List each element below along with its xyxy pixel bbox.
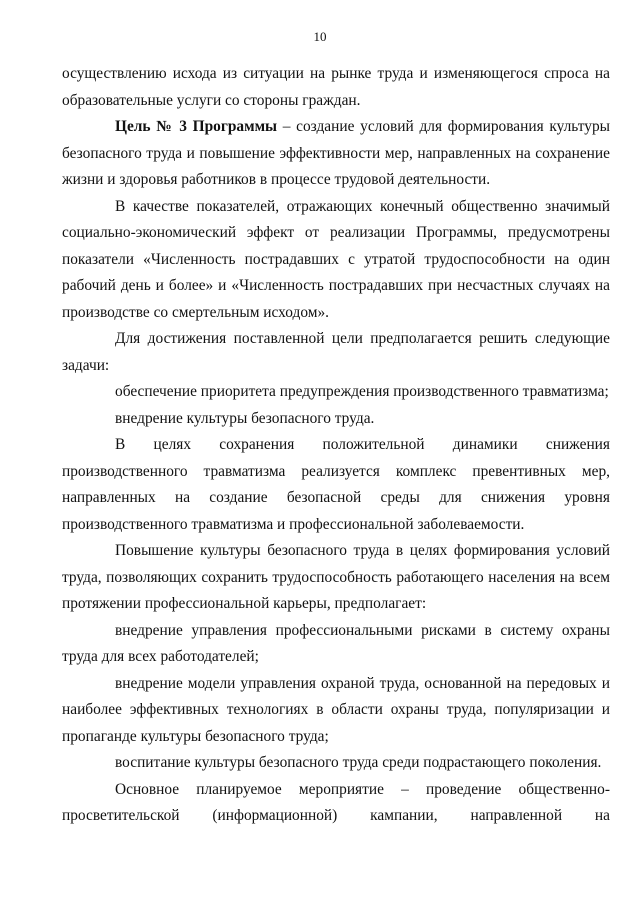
list-item-management-model: внедрение модели управления охраной труда, основанной на передовых и наиболее эффективных технологиях в области охраны труда, популяризации и пропаганде культуры безопасного труда; [62, 674, 610, 745]
paragraph-main-activity: Основное планируемое мероприятие – проведение общественно-просветительской (информационной) кампании, направленной на [62, 780, 610, 824]
list-item-education: воспитание культуры безопасного труда среди подрастающего поколения. [115, 754, 602, 771]
paragraph-continuation: осуществлению исхода из ситуации на рынке труда и изменяющегося спроса на образовательные услуги со стороны граждан. [62, 65, 610, 109]
list-item-risk-management: внедрение управления профессиональными рисками в систему охраны труда для всех работодателей; [62, 621, 610, 665]
task-item-culture: внедрение культуры безопасного труда. [115, 409, 375, 427]
paragraph-preventive-measures: В целях сохранения положительной динамики снижения производственного травматизма реализуется комплекс превентивных мер, направленных на создание безопасной среды для снижения уровня производственного травматизма и профессиональной заболеваемости. [62, 436, 610, 533]
goal-3-heading: Цель № 3 Программы [115, 118, 278, 135]
page-number: 10 [313, 29, 327, 44]
paragraph-safety-culture: Повышение культуры безопасного труда в целях формирования условий труда, позволяющих сохранить трудоспособность работающего населения на всем протяжении профессиональной карьеры, предполагает: [62, 542, 610, 612]
paragraph-indicators: В качестве показателей, отражающих конечный общественно значимый социально-экономический эффект от реализации Программы, предусмотрены показатели «Численность пострадавших с утратой трудоспособности на один рабочий день и более» и «Численность пострадавших при несчастных случаях на производстве со смертельным исходом». [62, 197, 610, 321]
goal-3-text: – создание условий для формирования культуры безопасного труда и повышение эффективности мер, направленных на сохранение жизни и здоровья работников в процессе трудовой деятельности. [62, 118, 610, 188]
task-item-priority: обеспечение приоритета предупреждения производственного травматизма; [115, 383, 609, 400]
paragraph-goal-3 [62, 114, 610, 194]
paragraph-tasks-intro: Для достижения поставленной цели предполагается решить следующие задачи: [62, 330, 610, 374]
document-body [62, 61, 610, 830]
